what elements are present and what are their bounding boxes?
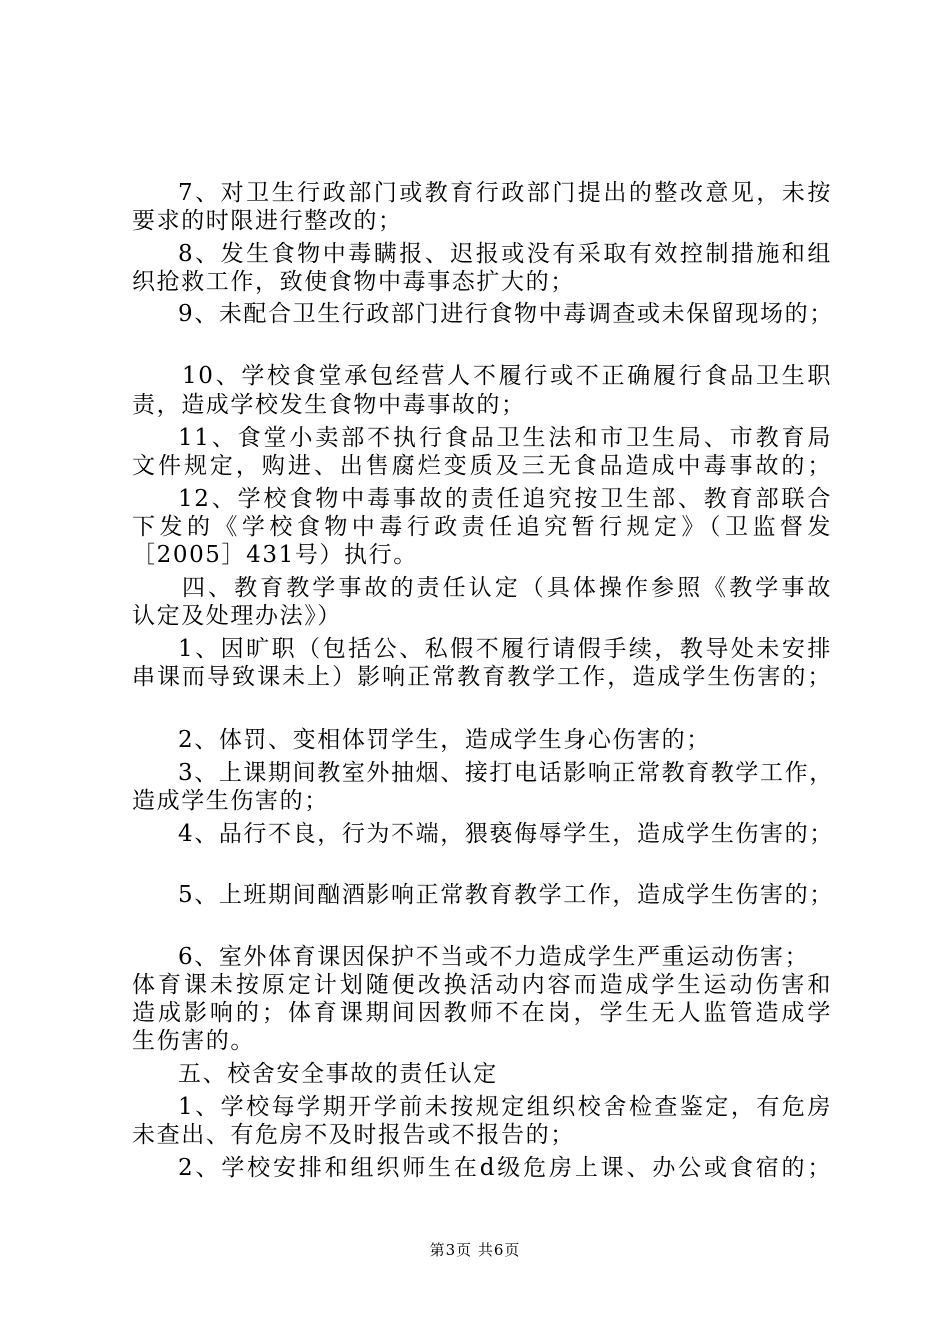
text-line: 造成学生伤害的； [132,788,329,814]
text-line: 下发的《学校食物中毒行政责任追究暂行规定》（卫监督发 [132,514,832,540]
section-heading: 五、校舍安全事故的责任认定 [178,1061,498,1087]
text-line: 造成影响的；体育课期间因教师不在岗，学生无人监管造成学 [132,1000,832,1026]
text-line: 10、学校食堂承包经营人不履行或不正确履行食品卫生职 [182,363,832,389]
text-line: 串课而导致课未上）影响正常教育教学工作，造成学生伤害的； [132,664,832,690]
text-line: 1、因旷职（包括公、私假不履行请假手续，教导处未安排 [178,636,832,662]
text-line: 8、发生食物中毒瞒报、迟报或没有采取有效控制措施和组 [178,241,832,267]
text-line: 认定及处理办法》） [132,603,342,629]
text-line: 6、室外体育课因保护不当或不力造成学生严重运动伤害； [178,944,810,970]
text-line: 3、上课期间教室外抽烟、接打电话影响正常教育教学工作， [178,760,834,786]
text-line: 2、体罚、变相体罚学生，造成学生身心伤害的； [178,727,711,753]
text-line: 要求的时限进行整改的； [132,208,403,234]
text-line: 12、学校食物中毒事故的责任追究按卫生部、教育部联合 [178,486,832,512]
text-line: ［2005］431号）执行。 [132,542,418,568]
text-line: 9、未配合卫生行政部门进行食物中毒调查或未保留现场的； [178,301,834,327]
text-line: 四、教育教学事故的责任认定（具体操作参照《教学事故 [182,575,832,601]
text-line: 4、品行不良，行为不端，猥亵侮辱学生，造成学生伤害的； [178,821,834,847]
text-line: 7、对卫生行政部门或教育行政部门提出的整改意见，未按 [178,180,832,206]
text-line: 11、食堂小卖部不执行食品卫生法和市卫生局、市教育局 [178,425,832,451]
text-line: 体育课未按原定计划随便改换活动内容而造成学生运动伤害和 [132,972,832,998]
page-footer: 第3页 共6页 [429,1241,521,1259]
text-line: 2、学校安排和组织师生在d级危房上课、办公或食宿的； [178,1155,832,1181]
text-line: 织抢救工作，致使食物中毒事态扩大的； [132,269,575,295]
text-line: 文件规定，购进、出售腐烂变质及三无食品造成中毒事故的； [132,453,832,479]
text-line: 未查出、有危房不及时报告或不报告的； [132,1122,575,1148]
text-line: 1、学校每学期开学前未按规定组织校舍检查鉴定，有危房 [178,1094,832,1120]
text-line: 5、上班期间酗酒影响正常教育教学工作，造成学生伤害的； [178,882,834,908]
text-line: 生伤害的。 [132,1028,255,1054]
text-line: 责，造成学校发生食物中毒事故的； [132,392,526,418]
